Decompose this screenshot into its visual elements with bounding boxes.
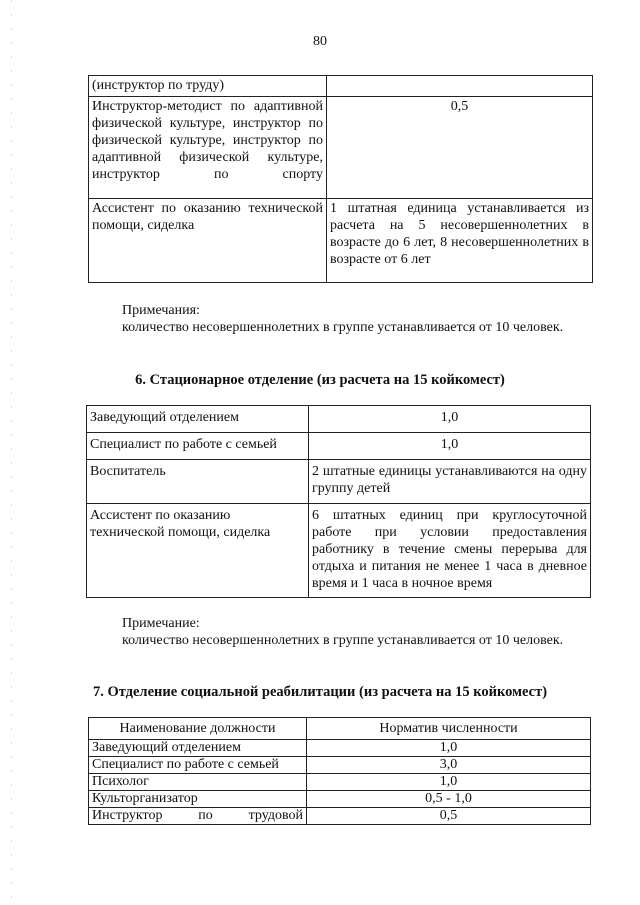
- norm-cell: 1 штатная единица устанавливается из расчета на 5 несовершеннолетних в возрасте до 6 лет, 8 несовершеннолетних в возрасте от 6 лет: [327, 199, 593, 283]
- social-rehab-table: [88, 717, 591, 825]
- norm-cell: [327, 76, 593, 97]
- column-header-norm: Норматив численности: [307, 718, 591, 740]
- note-text: количество несовершеннолетних в группе устанавливается от 10 человек.: [122, 633, 564, 648]
- position-cell: Культорганизатор: [89, 791, 307, 808]
- norm-cell: 3,0: [307, 757, 591, 774]
- norm-cell: 1,0: [309, 406, 591, 433]
- table-header-row: [89, 718, 591, 740]
- page-number: 80: [313, 34, 327, 49]
- norm-cell: 0,5: [327, 97, 593, 199]
- position-cell: (инструктор по труду): [89, 76, 327, 97]
- table-row: [89, 199, 593, 283]
- position-cell: Специалист по работе с семьей: [89, 757, 307, 774]
- table-row: [89, 774, 591, 791]
- norm-cell: 1,0: [307, 740, 591, 757]
- position-cell: Заведующий отделением: [87, 406, 309, 433]
- table-row: [89, 97, 593, 199]
- note-label: Примечание:: [122, 616, 200, 631]
- position-cell: Заведующий отделением: [89, 740, 307, 757]
- norm-cell: 2 штатные единицы устанавливаются на одну группу детей: [309, 460, 591, 504]
- section-heading: 7. Отделение социальной реабилитации (из расчета на 15 койкомест): [92, 684, 548, 700]
- table-row: [89, 76, 593, 97]
- norm-cell: 0,5: [307, 808, 591, 825]
- norm-cell: 6 штатных единиц при круглосуточной работе при условии предоставления работнику в течение смены перерыва для отдыха и питания не менее 1 часа в дневное время и 1 часа в ночное время: [309, 504, 591, 598]
- column-header-position: Наименование должности: [89, 718, 307, 740]
- section-heading: 6. Стационарное отделение (из расчета на 15 койкомест): [135, 372, 505, 388]
- position-cell: Ассистент по оказанию технической помощи, сиделка: [89, 199, 327, 283]
- position-cell: Психолог: [89, 774, 307, 791]
- note-label: Примечания:: [122, 303, 200, 318]
- scan-margin-artifact: [11, 0, 12, 905]
- norm-cell: 0,5 - 1,0: [307, 791, 591, 808]
- table-row: [89, 757, 591, 774]
- table-row: [89, 791, 591, 808]
- norm-cell: 1,0: [309, 433, 591, 460]
- table-row: [89, 808, 591, 825]
- table-row: [89, 740, 591, 757]
- table-row: [87, 504, 591, 598]
- norm-cell: 1,0: [307, 774, 591, 791]
- position-cell: Ассистент по оказанию технической помощи, сиделка: [87, 504, 309, 598]
- position-cell: Специалист по работе с семьей: [87, 433, 309, 460]
- table-row: [87, 433, 591, 460]
- table-row: [87, 460, 591, 504]
- position-cell: Воспитатель: [87, 460, 309, 504]
- inpatient-dept-table: [86, 405, 591, 598]
- note-text: количество несовершеннолетних в группе устанавливается от 10 человек.: [122, 320, 564, 335]
- position-cell: Инструктор-методист по адаптивной физической культуре, инструктор по физической культуре, инструктор по адаптивной физической культуре, инструктор по спорту: [89, 97, 327, 199]
- table-row: [87, 406, 591, 433]
- position-cell: Инструктор по трудовой: [89, 808, 307, 825]
- staff-table-continued: [88, 75, 593, 283]
